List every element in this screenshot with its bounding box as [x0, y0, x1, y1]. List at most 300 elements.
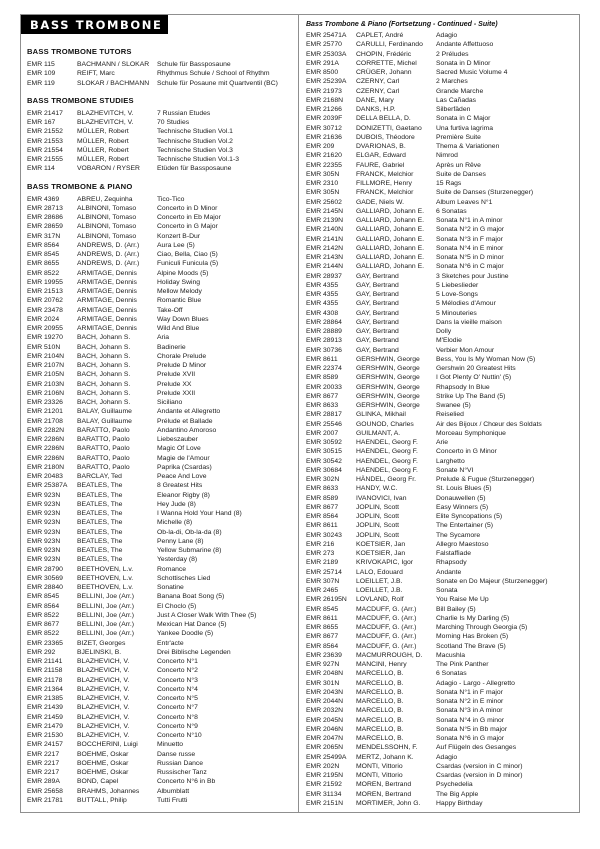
- ref-number: EMR 25602: [306, 198, 342, 206]
- composer-name: BEETHOVEN, L.v.: [77, 574, 134, 582]
- catalog-row: [27, 389, 294, 398]
- ref-number: EMR 21636: [306, 133, 342, 141]
- piece-title: Andante Affettuoso: [436, 41, 494, 49]
- catalog-row: [27, 546, 294, 555]
- composer-name: BELLINI, Joe (Arr.): [77, 593, 135, 601]
- catalog-row: [27, 768, 294, 777]
- catalog-row: [306, 124, 575, 133]
- catalog-row: [306, 188, 575, 197]
- section-heading-piano: BASS TROMBONE & PIANO: [27, 181, 133, 191]
- catalog-row: [27, 759, 294, 768]
- composer-name: MOREN, Bertrand: [356, 781, 412, 789]
- piece-title: Sonata: [436, 587, 458, 594]
- ref-number: EMR 21555: [27, 156, 63, 163]
- ref-number: EMR 20483: [27, 473, 63, 480]
- ref-number: EMR 21554: [27, 146, 63, 154]
- piece-title: You Raise Me Up: [436, 596, 489, 604]
- composer-name: GADE, Niels W.: [356, 198, 404, 206]
- catalog-row: [306, 762, 575, 771]
- ref-number: EMR 923N: [27, 491, 61, 499]
- piece-title: Sonata N°4 in E minor: [436, 244, 504, 252]
- catalog-row: [27, 296, 294, 305]
- ref-number: EMR 25658: [27, 787, 63, 795]
- piece-title: Silberfäden: [436, 106, 471, 113]
- catalog-row: [27, 592, 294, 601]
- composer-name: JOPLIN, Scott: [356, 531, 400, 539]
- piece-title: Morceau Symphonique: [436, 429, 506, 437]
- catalog-row: [306, 669, 575, 678]
- piece-title: The Pink Panther: [436, 661, 489, 668]
- catalog-row: [27, 333, 294, 342]
- catalog-row: [306, 355, 575, 364]
- catalog-row: [27, 241, 294, 250]
- composer-name: BJELINSKI, B.: [77, 648, 122, 656]
- catalog-row: [306, 161, 575, 170]
- piece-title: Nimrod: [436, 152, 458, 160]
- composer-name: BACHMANN / SLOKAR: [77, 61, 150, 68]
- ref-number: EMR 292: [27, 648, 56, 656]
- catalog-row: [27, 703, 294, 712]
- piece-title: Hey Jude (8): [157, 500, 196, 508]
- ref-number: EMR 21459: [27, 713, 63, 721]
- ref-number: EMR 2143N: [306, 254, 344, 261]
- ref-number: EMR 21201: [27, 408, 63, 416]
- piece-title: Concerto N°4: [157, 685, 198, 693]
- piece-title: Sonatine: [157, 584, 184, 591]
- piece-title: Andantino Amoroso: [157, 426, 217, 434]
- composer-name: DVARIONAS, B.: [356, 143, 406, 150]
- composer-name: GALLIARD, Johann E.: [356, 207, 425, 215]
- composer-name: BIZET, Georges: [77, 639, 126, 647]
- ref-number: EMR 30515: [306, 448, 342, 456]
- catalog-row: [306, 114, 575, 123]
- ref-number: EMR 8564: [306, 513, 339, 520]
- catalog-row: [27, 602, 294, 611]
- catalog-row: [306, 595, 575, 604]
- ref-number: EMR 291A: [306, 59, 339, 67]
- section-heading-studies: BASS TROMBONE STUDIES: [27, 95, 134, 105]
- composer-name: BRAHMS, Johannes: [77, 787, 140, 795]
- composer-name: MÜLLER, Robert: [77, 128, 129, 136]
- piece-title: Entr'acte: [157, 639, 184, 647]
- ref-number: EMR 25239A: [306, 78, 347, 86]
- composer-name: CZERNY, Carl: [356, 87, 400, 95]
- composer-name: BLAZHEVICH, V.: [77, 732, 130, 739]
- piece-title: Etüden für Bassposaune: [157, 165, 232, 173]
- piece-title: Sonata N°6 in C major: [436, 263, 504, 271]
- piece-title: Una furtiva lagrima: [436, 124, 494, 132]
- composer-name: BUTTALL, Philip: [77, 796, 127, 804]
- section-heading-tutors: BASS TROMBONE TUTORS: [27, 47, 132, 56]
- composer-name: CRÜGER, Johann: [356, 69, 412, 76]
- piece-title: Chorale Prelude: [157, 352, 207, 360]
- ref-number: EMR 2189: [306, 559, 339, 567]
- catalog-row: [306, 309, 575, 318]
- catalog-row: [27, 278, 294, 287]
- composer-name: BEATLES, The: [77, 528, 123, 536]
- composer-name: BACH, Johann S.: [77, 352, 131, 360]
- ref-number: EMR 28659: [27, 223, 63, 231]
- ref-number: EMR 307N: [306, 577, 340, 585]
- catalog-row: [27, 537, 294, 546]
- composer-name: MERTZ, Johann K.: [356, 753, 414, 761]
- ref-number: EMR 109: [27, 70, 56, 78]
- catalog-row: [306, 392, 575, 401]
- ref-number: EMR 8677: [306, 503, 339, 511]
- composer-name: BLAZHEVICH, V.: [77, 667, 130, 675]
- composer-name: LOVLAND, Rolf: [356, 596, 404, 604]
- piece-title: Penny Lane (8): [157, 537, 204, 545]
- catalog-row: [306, 725, 575, 734]
- ref-number: EMR 8564: [27, 602, 60, 610]
- piece-title: Schule für Posaune mit Quartventil (BC): [157, 79, 278, 87]
- piece-title: Albumblatt: [157, 787, 190, 795]
- catalog-row: [306, 281, 575, 290]
- composer-name: BOEHME, Oskar: [77, 759, 129, 767]
- piece-title: Marching Through Georgia (5): [436, 624, 528, 631]
- page-title: BASS TROMBONE: [21, 15, 168, 34]
- catalog-row: [27, 287, 294, 296]
- ref-number: EMR 23478: [27, 306, 63, 314]
- composer-name: ALBINONI, Tomaso: [77, 214, 137, 221]
- ref-number: EMR 8633: [306, 402, 339, 409]
- ref-number: EMR 23639: [306, 651, 342, 659]
- ref-number: EMR 25546: [306, 420, 342, 428]
- ref-number: EMR 21708: [27, 417, 63, 425]
- ref-number: EMR 2045N: [306, 716, 344, 724]
- ref-number: EMR 923N: [27, 510, 61, 517]
- catalog-row: [306, 96, 575, 105]
- ref-number: EMR 20762: [27, 297, 63, 305]
- piece-title: Adagio - Largo - Allegretto: [436, 679, 515, 687]
- ref-number: EMR 8589: [306, 374, 339, 382]
- catalog-row: [27, 164, 294, 173]
- piece-title: 6 Sonatas: [436, 207, 467, 215]
- catalog-row: [306, 142, 575, 151]
- piece-title: Concerto N°3: [157, 676, 198, 684]
- piece-title: Andante: [436, 568, 462, 576]
- continued-heading: Bass Trombone & Piano (Fortsetzung - Continued - Suite): [306, 21, 498, 28]
- composer-name: GAY, Bertrand: [356, 272, 399, 280]
- composer-name: GOUNOD, Charles: [356, 420, 414, 428]
- composer-name: FRANCK, Melchior: [356, 170, 414, 178]
- ref-number: EMR 114: [27, 165, 55, 173]
- catalog-row: [27, 666, 294, 675]
- ref-number: EMR 8677: [306, 633, 339, 641]
- piece-title: Macushla: [436, 651, 466, 659]
- ref-number: EMR 26195N: [306, 596, 347, 604]
- catalog-row: [27, 315, 294, 324]
- piece-title: 15 Rags: [436, 180, 462, 187]
- piece-title: Air des Bijoux / Chœur des Soldats: [436, 420, 542, 428]
- catalog-row: [306, 50, 575, 59]
- ref-number: EMR 8655: [306, 624, 339, 631]
- piece-title: Siciliano: [157, 399, 183, 406]
- composer-name: BARATTO, Paolo: [77, 445, 130, 453]
- catalog-row: [306, 549, 575, 558]
- composer-name: BLAZHEVICH, V.: [77, 658, 130, 665]
- ref-number: EMR 24157: [27, 741, 63, 749]
- catalog-row: [27, 722, 294, 731]
- composer-name: GAY, Bertrand: [356, 328, 399, 335]
- ref-number: EMR 8545: [27, 593, 60, 601]
- composer-name: GAY, Bertrand: [356, 291, 399, 298]
- catalog-row: [306, 734, 575, 743]
- ref-number: EMR 25770: [306, 41, 342, 49]
- ref-number: EMR 2282N: [27, 426, 65, 434]
- ref-number: EMR 21479: [27, 722, 63, 730]
- catalog-row: [306, 577, 575, 586]
- catalog-row: [306, 438, 575, 447]
- ref-number: EMR 2106N: [27, 389, 65, 397]
- catalog-row: [27, 509, 294, 518]
- piece-title: Concerto in D Minor: [157, 204, 218, 212]
- ref-number: EMR 302N: [306, 476, 340, 483]
- composer-name: MARCELLO, B.: [356, 670, 404, 678]
- piece-title: Suite de Danses: [436, 170, 486, 178]
- catalog-row: [306, 568, 575, 577]
- catalog-row: [306, 494, 575, 503]
- tutors-list: [27, 60, 294, 88]
- ref-number: EMR 8677: [27, 621, 60, 628]
- composer-name: BELLINI, Joe (Arr.): [77, 602, 135, 610]
- ref-number: EMR 21417: [27, 109, 63, 117]
- catalog-row: [306, 383, 575, 392]
- catalog-row: [27, 435, 294, 444]
- catalog-row: [306, 632, 575, 641]
- piece-title: Las Cañadas: [436, 96, 477, 104]
- ref-number: EMR 301N: [306, 679, 340, 687]
- catalog-row: [306, 651, 575, 660]
- catalog-row: [306, 605, 575, 614]
- catalog-row: [27, 565, 294, 574]
- composer-name: GAY, Bertrand: [356, 300, 399, 308]
- piece-title: 5 Mélodies d'Amour: [436, 300, 496, 308]
- piano-list: [27, 195, 294, 806]
- ref-number: EMR 21513: [27, 288, 63, 295]
- composer-name: FAURE, Gabriel: [356, 161, 405, 169]
- catalog-row: [27, 324, 294, 333]
- ref-number: EMR 8545: [27, 251, 60, 258]
- ref-number: EMR 2286N: [27, 436, 65, 443]
- ref-number: EMR 30243: [306, 531, 342, 539]
- composer-name: MARCELLO, B.: [356, 679, 404, 687]
- ref-number: EMR 28686: [27, 214, 63, 221]
- composer-name: FRANCK, Melchior: [356, 189, 414, 197]
- composer-name: BARATTO, Paolo: [77, 454, 130, 462]
- composer-name: CORRETTE, Michel: [356, 59, 417, 67]
- piece-title: Magic Of Love: [157, 445, 201, 453]
- ref-number: EMR 21781: [27, 796, 63, 804]
- ref-number: EMR 289A: [27, 778, 60, 786]
- ref-number: EMR 2217: [27, 759, 60, 767]
- catalog-row: [306, 299, 575, 308]
- piece-title: Yesterday (8): [157, 556, 198, 564]
- composer-name: HAENDEL, Georg F.: [356, 466, 418, 474]
- piece-title: Thema & Variationen: [436, 143, 500, 150]
- catalog-row: [27, 407, 294, 416]
- piece-title: Sonata N°5 in Bb major: [436, 725, 508, 733]
- piece-title: 5 Liebeslieder: [436, 281, 479, 289]
- composer-name: BEATLES, The: [77, 547, 123, 554]
- ref-number: EMR 305N: [306, 170, 340, 178]
- ref-number: EMR 4355: [306, 291, 339, 298]
- piece-title: Ob-la-di, Ob-la-da (8): [157, 528, 222, 536]
- catalog-row: [27, 574, 294, 583]
- ref-number: EMR 317N: [27, 232, 61, 240]
- piece-title: Concerto in G Major: [157, 223, 218, 231]
- catalog-row: [306, 706, 575, 715]
- catalog-row: [306, 466, 575, 475]
- piece-title: Technische Studien Vol.2: [157, 137, 233, 145]
- catalog-row: [306, 679, 575, 688]
- ref-number: EMR 31134: [306, 790, 342, 798]
- ref-number: EMR 4355: [306, 300, 339, 308]
- piece-title: Concerto in Eb Major: [157, 214, 221, 221]
- ref-number: EMR 28889: [306, 328, 342, 335]
- composer-name: MARCELLO, B.: [356, 716, 404, 724]
- composer-name: BOEHME, Oskar: [77, 750, 129, 758]
- catalog-row: [27, 60, 294, 69]
- ref-number: EMR 21552: [27, 128, 63, 136]
- catalog-row: [27, 69, 294, 78]
- ref-number: EMR 30712: [306, 124, 342, 132]
- composer-name: GALLIARD, Johann E.: [356, 254, 425, 261]
- piece-title: Yankee Doodle (5): [157, 630, 214, 638]
- piece-title: Charlie Is My Darling (5): [436, 614, 510, 622]
- ref-number: EMR 510N: [27, 343, 61, 351]
- composer-name: BLAZHEVITCH, V.: [77, 109, 134, 117]
- ref-number: EMR 30569: [27, 574, 63, 582]
- ref-number: EMR 927N: [306, 661, 340, 668]
- piece-title: Morning Has Broken (5): [436, 633, 509, 641]
- composer-name: MACDUFF, G. (Arr.): [356, 614, 417, 622]
- composer-name: ELGAR, Edward: [356, 152, 406, 160]
- catalog-row: [306, 346, 575, 355]
- composer-name: BACH, Johann S.: [77, 399, 131, 406]
- composer-name: BALAY, Guillaume: [77, 408, 132, 416]
- catalog-row: [306, 660, 575, 669]
- piece-title: Album Leaves N°1: [436, 198, 493, 206]
- ref-number: EMR 2048N: [306, 670, 344, 678]
- piece-title: Psychedelia: [436, 781, 473, 789]
- ref-number: EMR 8611: [306, 614, 338, 622]
- composer-name: BLAZHEVITCH, V.: [77, 119, 134, 126]
- catalog-row: [27, 250, 294, 259]
- piece-title: 6 Sonatas: [436, 670, 467, 678]
- catalog-row: [306, 262, 575, 271]
- catalog-row: [27, 583, 294, 592]
- piece-title: Ciao, Bella, Ciao (5): [157, 251, 218, 258]
- ref-number: EMR 8677: [306, 392, 339, 400]
- catalog-row: [27, 213, 294, 222]
- catalog-row: [306, 364, 575, 373]
- piece-title: Prelude D Minor: [157, 362, 207, 369]
- composer-name: KOETSIER, Jan: [356, 550, 406, 557]
- ref-number: EMR 8522: [27, 630, 60, 638]
- composer-name: BACH, Johann S.: [77, 343, 131, 351]
- composer-name: MACDUFF, G. (Arr.): [356, 642, 417, 650]
- piece-title: Gershwin 20 Greatest Hits: [436, 365, 516, 372]
- catalog-row: [306, 318, 575, 327]
- ref-number: EMR 923N: [27, 537, 61, 545]
- catalog-row: [306, 753, 575, 762]
- catalog-row: [27, 269, 294, 278]
- ref-number: EMR 2168N: [306, 96, 344, 104]
- ref-number: EMR 30684: [306, 466, 342, 474]
- ref-number: EMR 2286N: [27, 445, 65, 453]
- composer-name: JOPLIN, Scott: [356, 522, 400, 530]
- piece-title: Schule für Bassposaune: [157, 61, 231, 68]
- ref-number: EMR 216: [306, 540, 335, 548]
- catalog-row: [306, 87, 575, 96]
- piece-title: Konzert B-Dur: [157, 232, 201, 240]
- ref-number: EMR 8564: [306, 642, 339, 650]
- catalog-row: [306, 503, 575, 512]
- piece-title: Sonata N°1 in F major: [436, 688, 503, 696]
- ref-number: EMR 8611: [306, 355, 338, 363]
- ref-number: EMR 2217: [27, 769, 60, 776]
- ref-number: EMR 8545: [306, 605, 339, 613]
- catalog-row: [306, 429, 575, 438]
- catalog-row: [306, 401, 575, 410]
- composer-name: ARMITAGE, Dennis: [77, 306, 137, 314]
- catalog-row: [306, 780, 575, 789]
- ref-number: EMR 923N: [27, 500, 61, 508]
- catalog-row: [306, 558, 575, 567]
- catalog-row: [27, 463, 294, 472]
- ref-number: EMR 20955: [27, 325, 63, 332]
- ref-number: EMR 2043N: [306, 688, 344, 696]
- ref-number: EMR 2107N: [27, 362, 65, 369]
- ref-number: EMR 28840: [27, 584, 63, 591]
- piece-title: Sacred Music Volume 4: [436, 69, 508, 76]
- catalog-row: [27, 518, 294, 527]
- ref-number: EMR 2195N: [306, 772, 344, 779]
- ref-number: EMR 2141N: [306, 235, 344, 243]
- catalog-row: [306, 790, 575, 799]
- composer-name: BOEHME, Oskar: [77, 769, 129, 776]
- composer-name: ARMITAGE, Dennis: [77, 288, 137, 295]
- catalog-row: [306, 244, 575, 253]
- piece-title: Sonata in C Major: [436, 115, 491, 123]
- ref-number: EMR 4355: [306, 281, 339, 289]
- piece-title: Peace And Love: [157, 473, 207, 480]
- piece-title: El Choclo (5): [157, 602, 197, 610]
- ref-number: EMR 28913: [306, 337, 342, 345]
- piece-title: Concerto N°1: [157, 658, 198, 665]
- composer-name: GAY, Bertrand: [356, 281, 399, 289]
- composer-name: BEATLES, The: [77, 510, 123, 517]
- piece-title: Dans la vieille maison: [436, 318, 502, 326]
- composer-name: GAY, Bertrand: [356, 346, 399, 354]
- piece-title: Aura Lee (5): [157, 241, 195, 249]
- composer-name: LALO, Edouard: [356, 568, 403, 576]
- piece-title: Mexican Hat Dance (5): [157, 621, 227, 628]
- ref-number: EMR 21364: [27, 685, 63, 693]
- catalog-row: [27, 398, 294, 407]
- piece-title: M'Elodie: [436, 337, 462, 345]
- ref-number: EMR 2180N: [27, 463, 65, 471]
- composer-name: BLAZHEVICH, V.: [77, 704, 130, 712]
- composer-name: HÄNDEL, Georg Fr.: [356, 476, 417, 483]
- composer-name: MOREN, Bertrand: [356, 790, 412, 798]
- ref-number: EMR 119: [27, 79, 55, 87]
- ref-number: EMR 305N: [306, 189, 340, 197]
- composer-name: ANDREWS, D. (Arr.): [77, 251, 140, 258]
- catalog-row: [306, 133, 575, 142]
- composer-name: BOND, Capel: [77, 778, 119, 786]
